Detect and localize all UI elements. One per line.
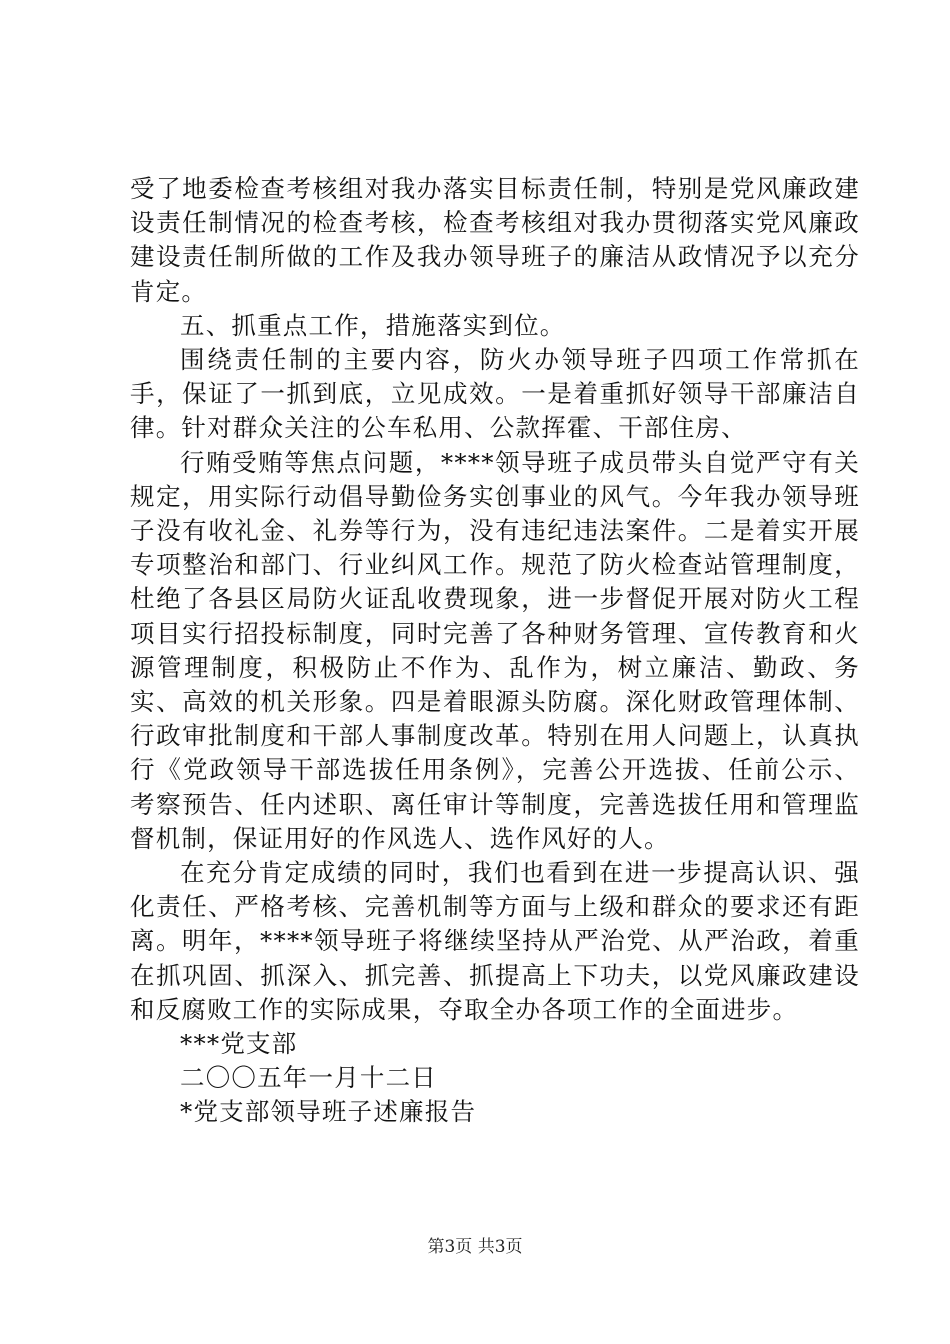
paragraph-continuation: 受了地委检查考核组对我办落实目标责任制，特别是党风廉政建设责任制情况的检查考核，检查考核组对我办贯彻落实党风廉政建设责任制所做的工作及我办领导班子的廉洁从政情况予以充分肯定。: [130, 174, 860, 306]
paragraph: 行贿受贿等焦点问题，****领导班子成员带头自觉严守有关规定，用实际行动倡导勤俭务实创事业的风气。今年我办领导班子没有收礼金、礼券等行为，没有违纪违法案件。二是着实开展专项整治和部门、行业纠风工作。规范了防火检查站管理制度，杜绝了各县区局防火证乱收费现象，进一步督促开展对防火工程项目实行招投标制度，同时完善了各种财务管理、宣传教育和火源管理制度，积极防止不作为、乱作为，树立廉洁、勤政、务实、高效的机关形象。四是着眼源头防腐。深化财政管理体制、行政审批制度和干部人事制度改革。特别在用人问题上，认真执行《党政领导干部选拔任用条例》，完善公开选拔、任前公示、考察预告、任内述职、离任审计等制度，完善选拔任用和管理监督机制，保证用好的作风选人、选作风好的人。: [130, 447, 860, 853]
page-number: 第3页 共3页: [427, 1237, 523, 1257]
document-title-footer: *党支部领导班子述廉报告: [180, 1097, 477, 1127]
signature-date: 二〇〇五年一月十二日: [180, 1063, 437, 1093]
section-heading: 五、抓重点工作，措施落实到位。: [180, 310, 566, 340]
signature-org: ***党支部: [180, 1029, 298, 1059]
document-body: [130, 172, 860, 1130]
paragraph: 围绕责任制的主要内容，防火办领导班子四项工作常抓在手，保证了一抓到底，立见成效。一是着重抓好领导干部廉洁自律。针对群众关注的公车私用、公款挥霍、干部住房、: [130, 345, 860, 443]
paragraph: 在充分肯定成绩的同时，我们也看到在进一步提高认识、强化责任、严格考核、完善机制等方面与上级和群众的要求还有距离。明年，****领导班子将继续坚持从严治党、从严治政，着重在抓巩固、抓深入、抓完善、抓提高上下功夫，以党风廉政建设和反腐败工作的实际成果，夺取全办各项工作的全面进步。: [130, 858, 860, 1024]
